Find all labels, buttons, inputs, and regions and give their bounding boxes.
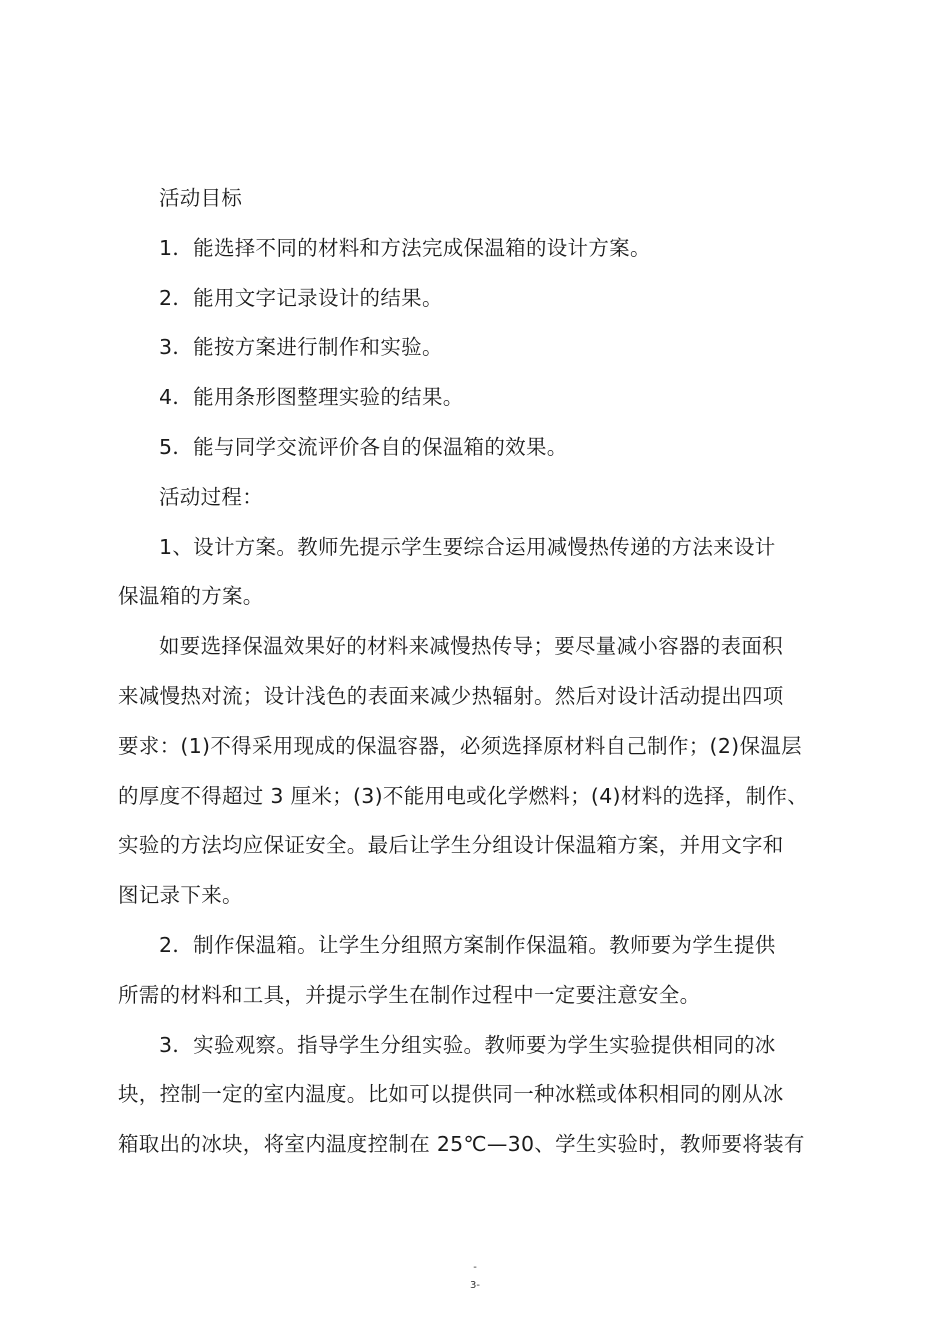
objective-item-5: 5．能与同学交流评价各自的保温箱的效果。 bbox=[159, 434, 568, 459]
document-body bbox=[118, 174, 833, 1170]
paragraph-line: 图记录下来。 bbox=[118, 883, 243, 908]
paragraph-line: 箱取出的冰块，将室内温度控制在 25℃—30、学生实验时，教师要将装有 bbox=[118, 1132, 805, 1157]
paragraph-line: 如要选择保温效果好的材料来减慢热传导；要尽量减小容器的表面积 bbox=[159, 634, 783, 659]
paragraph-line: 3．实验观察。指导学生分组实验。教师要为学生实验提供相同的冰 bbox=[159, 1032, 776, 1057]
objective-item-2: 2．能用文字记录设计的结果。 bbox=[159, 285, 443, 310]
paragraph-line: 的厚度不得超过 3 厘米；(3)不能用电或化学燃料；(4)材料的选择，制作、 bbox=[118, 783, 809, 808]
paragraph-line: 保温箱的方案。 bbox=[118, 584, 264, 609]
footer-dash: - bbox=[473, 1262, 477, 1273]
paragraph-line: 要求：(1)不得采用现成的保温容器，必须选择原材料自己制作；(2)保温层 bbox=[118, 733, 802, 758]
section-heading-process: 活动过程： bbox=[159, 484, 263, 509]
paragraph-line: 实验的方法均应保证安全。最后让学生分组设计保温箱方案，并用文字和 bbox=[118, 833, 784, 858]
objective-item-4: 4．能用条形图整理实验的结果。 bbox=[159, 385, 464, 410]
objective-item-1: 1．能选择不同的材料和方法完成保温箱的设计方案。 bbox=[159, 235, 651, 260]
page-number: 3- bbox=[470, 1280, 480, 1291]
paragraph-line: 1、设计方案。教师先提示学生要综合运用减慢热传递的方法来设计 bbox=[159, 534, 776, 559]
paragraph-line: 块，控制一定的室内温度。比如可以提供同一种冰糕或体积相同的刚从冰 bbox=[118, 1082, 784, 1107]
paragraph-line: 2．制作保温箱。让学生分组照方案制作保温箱。教师要为学生提供 bbox=[159, 932, 776, 957]
objective-item-3: 3．能按方案进行制作和实验。 bbox=[159, 335, 443, 360]
section-heading-objectives: 活动目标 bbox=[159, 186, 243, 210]
paragraph-line: 来减慢热对流；设计浅色的表面来减少热辐射。然后对设计活动提出四项 bbox=[118, 683, 784, 708]
paragraph-line: 所需的材料和工具，并提示学生在制作过程中一定要注意安全。 bbox=[118, 982, 701, 1007]
